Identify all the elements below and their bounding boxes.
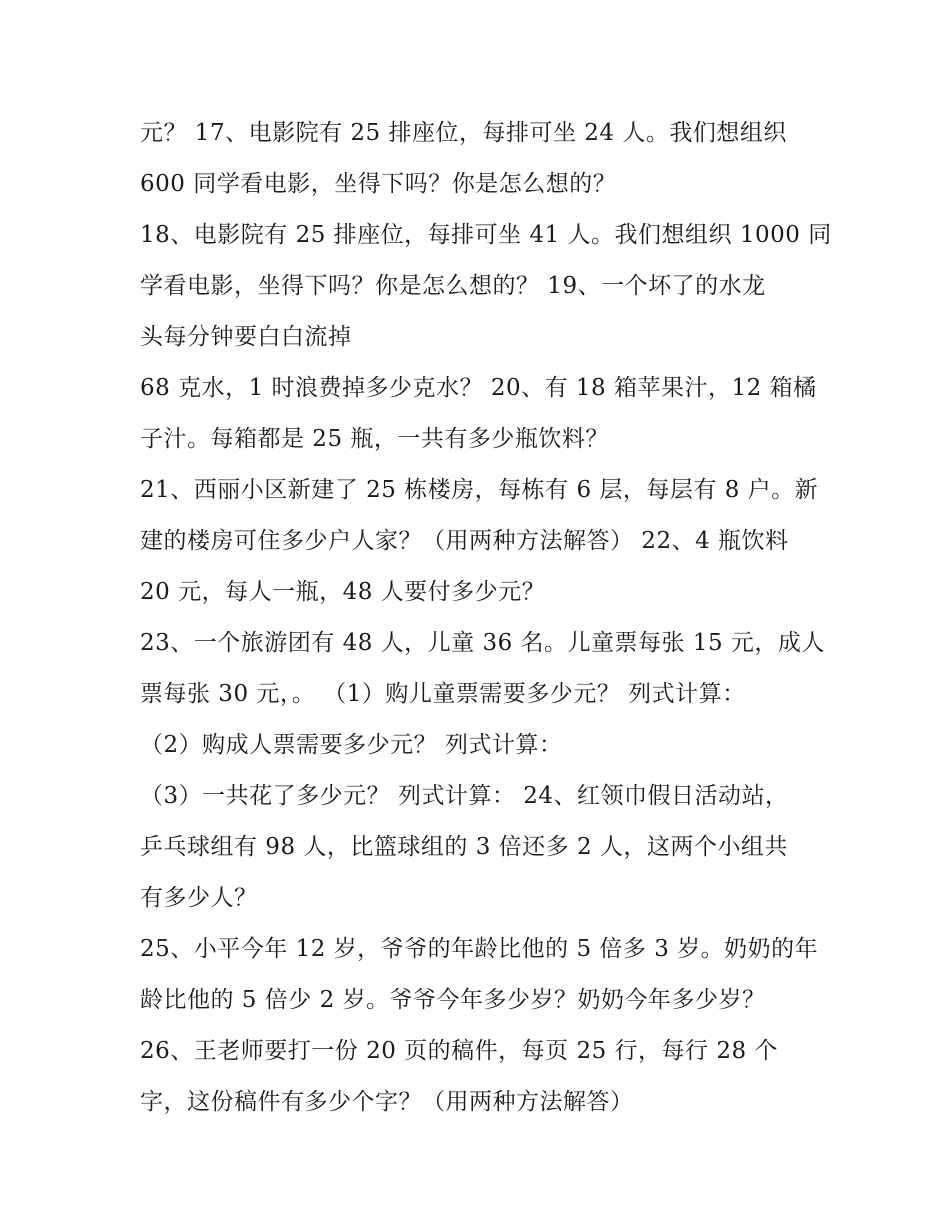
document-body [140, 108, 832, 1128]
text-line: 建的楼房可住多少户人家？（用两种方法解答） 22、4 瓶饮料 [140, 528, 789, 554]
text-line: 有多少人？ [140, 885, 258, 911]
text-line: 23、一个旅游团有 48 人，儿童 36 名。儿童票每张 15 元，成人 [140, 630, 825, 656]
text-line: 学看电影，坐得下吗？你是怎么想的？ 19、一个坏了的水龙 [140, 273, 766, 299]
text-line: 票每张 30 元，。 （1）购儿童票需要多少元？ 列式计算： [140, 681, 746, 707]
text-line: （3）一共花了多少元？ 列式计算： 24、红领巾假日活动站， [140, 783, 789, 809]
text-line: 字，这份稿件有多少个字？（用两种方法解答） [140, 1089, 634, 1115]
text-line: 68 克水，1 时浪费掉多少克水？ 20、有 18 箱苹果汁，12 箱橘 [140, 375, 817, 401]
text-line: 乒乓球组有 98 人，比篮球组的 3 倍还多 2 人，这两个小组共 [140, 834, 788, 860]
text-line: 子汁。每箱都是 25 瓶，一共有多少瓶饮料？ [140, 426, 609, 452]
text-line: 18、电影院有 25 排座位，每排可坐 41 人。我们想组织 1000 同 [140, 222, 832, 248]
text-line: 600 同学看电影，坐得下吗？你是怎么想的？ [140, 171, 617, 197]
text-line: 25、小平今年 12 岁，爷爷的年龄比他的 5 倍多 3 岁。奶奶的年 [140, 936, 819, 962]
text-line: （2）购成人票需要多少元？ 列式计算： [140, 732, 563, 758]
text-line: 26、王老师要打一份 20 页的稿件，每页 25 行，每行 28 个 [140, 1038, 778, 1064]
text-line: 龄比他的 5 倍少 2 岁。爷爷今年多少岁？奶奶今年多少岁？ [140, 987, 766, 1013]
text-line: 20 元，每人一瓶，48 人要付多少元？ [140, 579, 546, 605]
text-line: 21、西丽小区新建了 25 栋楼房，每栋有 6 层，每层有 8 户。新 [140, 477, 819, 503]
text-line: 头每分钟要白白流掉 [140, 324, 352, 350]
text-line: 元？ 17、电影院有 25 排座位，每排可坐 24 人。我们想组织 [140, 120, 787, 146]
